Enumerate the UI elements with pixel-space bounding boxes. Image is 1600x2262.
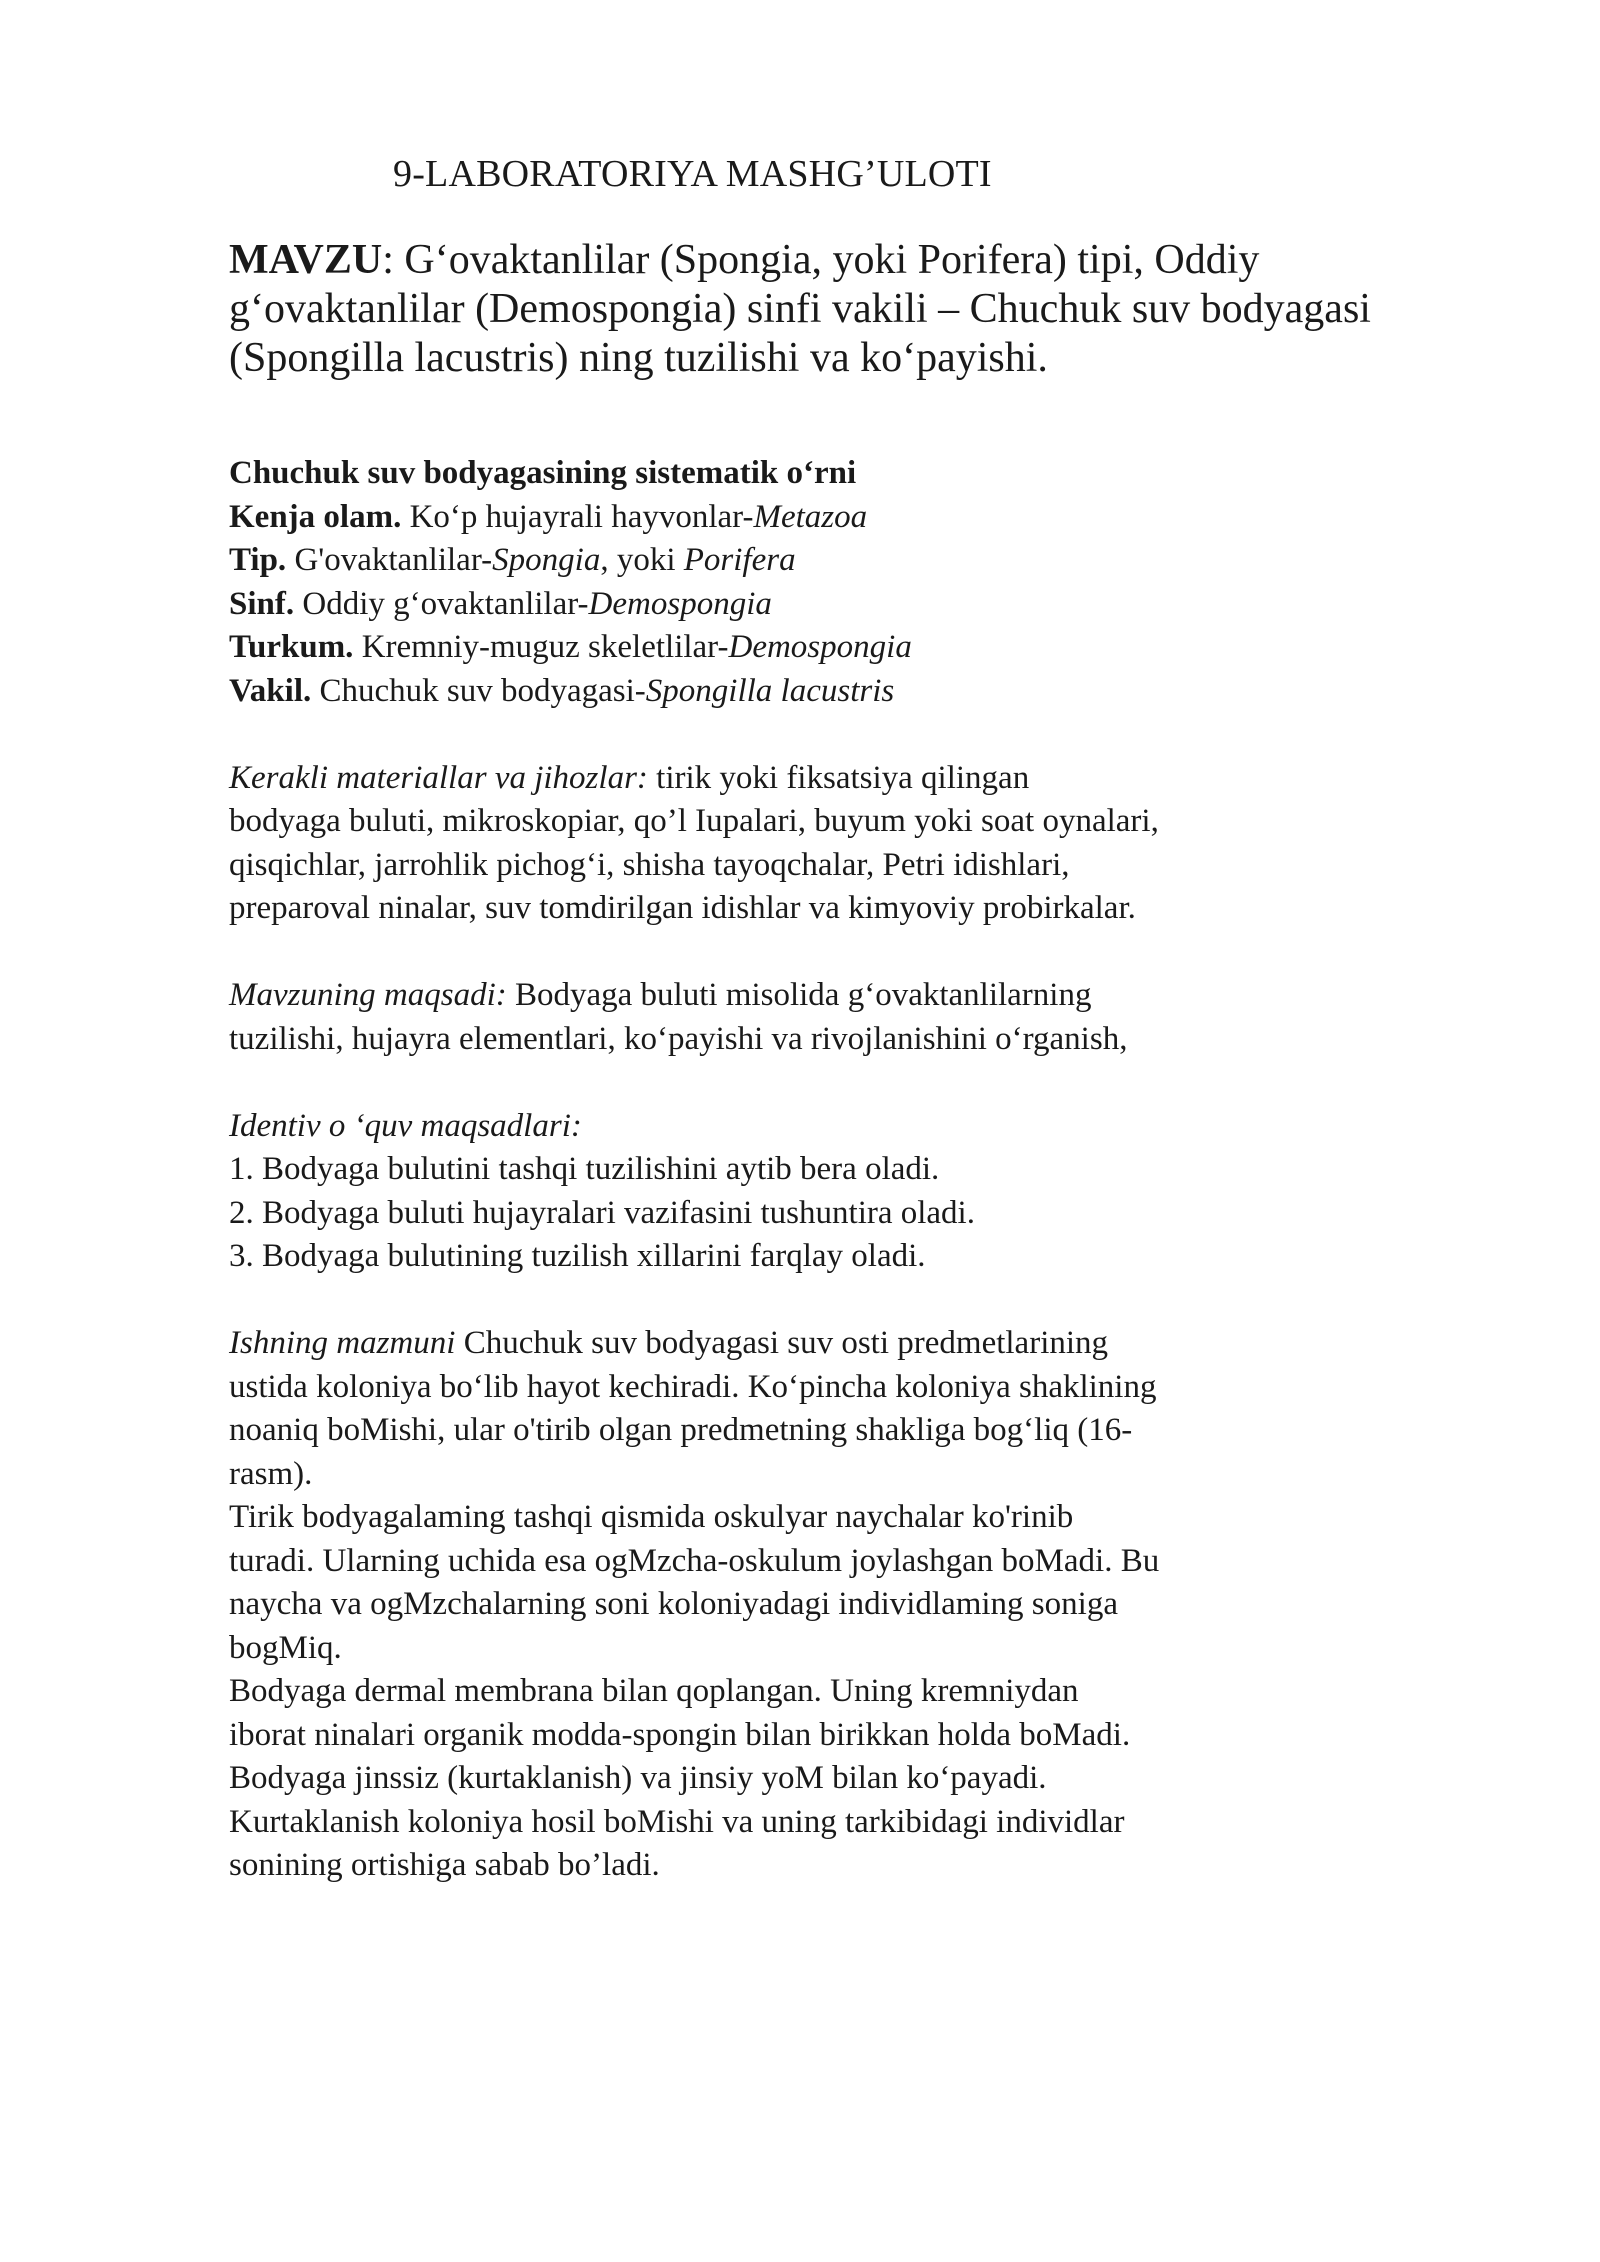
systematics-row-representative — [229, 670, 1429, 714]
systematics-block — [229, 452, 1429, 1888]
row-text: G'ovaktanlilar- — [286, 542, 493, 578]
row-latin-2: Porifera — [683, 542, 796, 578]
systematics-row-order — [229, 626, 1429, 670]
topic-text: G‘ovaktanlilar (Spongia, yoki Porifera) tipi, Oddiy — [393, 237, 1260, 283]
goal-paragraph — [229, 974, 1429, 1061]
objective-item: 1. Bodyaga bulutini tashqi tuzilishini aytib bera oladi. — [229, 1151, 940, 1187]
row-label: Kenja olam. — [229, 498, 402, 535]
content-line: bogMiq. — [229, 1629, 342, 1666]
topic-line-3: (Spongilla lacustris) ning tuzilishi va ko‘payishi. — [229, 335, 1048, 381]
content-line: ustida koloniya bo‘lib hayot kechiradi. Ko‘pincha koloniya shaklining — [229, 1368, 1157, 1405]
row-latin: Demospongia — [588, 585, 772, 622]
materials-line-2: bodyaga buluti, mikroskopiar, qo’l Iupalari, buyum yoki soat oynalari, — [229, 803, 1159, 839]
row-label: Turkum. — [229, 629, 354, 665]
row-label: Vakil. — [229, 672, 312, 709]
content-line: rasm). — [229, 1455, 313, 1492]
goal-line-2: tuzilishi, hujayra elementlari, ko‘payishi va rivojlanishini o‘rganish, — [229, 1020, 1128, 1057]
page-title: 9-LABORATORIYA MASHG’ULOTI — [393, 153, 992, 195]
objectives-label — [229, 1105, 1429, 1149]
content-line: Bodyaga dermal membrana bilan qoplangan. Uning kremniydan — [229, 1673, 1079, 1709]
row-text: Ko‘p hujayrali hayvonlar- — [401, 498, 754, 535]
content-text: Chuchuk suv bodyagasi suv osti predmetlarining — [455, 1325, 1109, 1361]
materials-line-4: preparoval ninalar, suv tomdirilgan idishlar va kimyoviy probirkalar. — [229, 890, 1136, 926]
content-paragraph — [229, 1322, 1429, 1888]
topic-separator: : — [382, 237, 394, 283]
systematics-row-class — [229, 583, 1429, 627]
materials-paragraph — [229, 757, 1429, 931]
content-line: naycha va ogMzchalarning soni koloniyadagi individlaming soniga — [229, 1586, 1118, 1622]
goal-label: Mavzuning maqsadi: — [229, 977, 507, 1013]
materials-label: Kerakli materiallar va jihozlar: — [229, 759, 648, 796]
systematics-row-type — [229, 539, 1429, 583]
objectives-paragraph — [229, 1105, 1429, 1279]
systematics-row-kingdom — [229, 496, 1429, 540]
materials-line-3: qisqichlar, jarrohlik pichog‘i, shisha tayoqchalar, Petri idishlari, — [229, 846, 1070, 883]
row-text: Chuchuk suv bodyagasi- — [311, 672, 646, 709]
systematics-heading — [229, 452, 1429, 496]
row-text-tail: , yoki — [600, 542, 684, 578]
row-latin: Demospongia — [728, 629, 912, 665]
content-line: Bodyaga jinssiz (kurtaklanish) va jinsiy yoM bilan ko‘payadi. — [229, 1760, 1047, 1796]
content-label: Ishning mazmuni — [229, 1325, 456, 1361]
topic-label: MAVZU — [229, 237, 383, 283]
objective-item: 3. Bodyaga bulutining tuzilish xillarini farqlay oladi. — [229, 1238, 926, 1274]
topic-line-2: g‘ovaktanlilar (Demospongia) sinfi vakili – Chuchuk suv bodyagasi — [229, 286, 1371, 332]
row-latin: Spongia — [492, 542, 601, 578]
objectives-label-text: Identiv o ‘quv maqsadlari: — [229, 1107, 582, 1144]
row-latin: Metazoa — [753, 498, 868, 535]
row-latin: Spongilla lacustris — [645, 672, 895, 709]
materials-line-1 — [229, 757, 1429, 801]
content-line: Kurtaklanish koloniya hosil boMishi va uning tarkibidagi individlar — [229, 1803, 1125, 1840]
row-label: Sinf. — [229, 585, 295, 622]
materials-text: tirik yoki fiksatsiya qilingan — [647, 759, 1030, 796]
topic-block — [229, 236, 1429, 383]
content-line-1 — [229, 1322, 1429, 1366]
content-line: noaniq boMishi, ular o'tirib olgan predmetning shakliga bog‘liq (16- — [229, 1412, 1133, 1448]
row-text: Kremniy-muguz skeletlilar- — [353, 629, 729, 665]
objective-item: 2. Bodyaga buluti hujayralari vazifasini tushuntira oladi. — [229, 1194, 975, 1231]
goal-line-1 — [229, 974, 1429, 1018]
content-line: iborat ninalari organik modda-spongin bilan birikkan holda boMadi. — [229, 1716, 1131, 1753]
content-line: sonining ortishiga sabab bo’ladi. — [229, 1847, 660, 1883]
content-line: turadi. Ularning uchida esa ogMzcha-oskulum joylashgan boMadi. Bu — [229, 1542, 1160, 1579]
row-text: Oddiy g‘ovaktanlilar- — [294, 585, 589, 622]
topic-line-1 — [229, 236, 1429, 285]
systematics-heading-text: Chuchuk suv bodyagasining sistematik o‘rni — [229, 455, 857, 491]
row-label: Tip. — [229, 542, 287, 578]
content-line: Tirik bodyagalaming tashqi qismida oskulyar naychalar ko'rinib — [229, 1499, 1074, 1535]
goal-text: Bodyaga buluti misolida g‘ovaktanlilarning — [506, 977, 1092, 1013]
